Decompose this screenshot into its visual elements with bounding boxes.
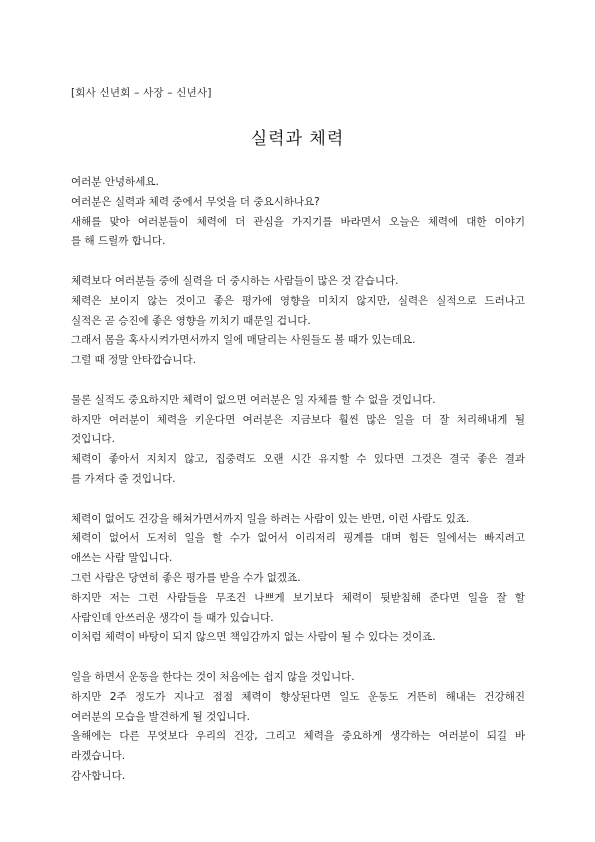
text-line: 여러분의 모습을 발견하게 될 것입니다. xyxy=(71,710,250,723)
header-tag: [회사 신년회 – 사장 – 신년사] xyxy=(71,87,212,99)
text-line: 체력이 없어서 도저히 일을 할 수가 없어서 이리저리 핑계를 대며 힘든 일에서는 빠지려고 xyxy=(71,532,525,545)
document-title: 실력과 체력 xyxy=(250,129,345,149)
text-line: 체력이 좋아서 지치지 않고, 집중력도 오랜 시간 유지할 수 있다면 그것은 결국 좋은 결과 xyxy=(71,453,525,466)
text-line: 하지만 2주 정도가 지나고 점점 체력이 향상된다면 일도 운동도 거뜬히 해내는 건강해진 xyxy=(71,690,525,703)
text-line: 새해를 맞아 여러분들이 체력에 더 관심을 가지기를 바라면서 오늘은 체력에 대한 이야기 xyxy=(71,215,525,228)
paragraph xyxy=(71,272,525,371)
text-line: 를 가져다 줄 것입니다. xyxy=(71,472,176,485)
text-line: 그럴 때 정말 안타깝습니다. xyxy=(71,354,196,367)
text-line: 하지만 여러분이 체력을 키운다면 여러분은 지금보다 훨씬 많은 일을 더 잘 처리해내게 될 xyxy=(71,413,525,426)
text-line: 여러분 안녕하세요. xyxy=(71,176,159,188)
text-line: 감사합니다. xyxy=(71,769,126,782)
text-line: 이처럼 체력이 바탕이 되지 않으면 책임감까지 없는 사람이 될 수 있다는 것이죠. xyxy=(71,631,436,644)
paragraph-gap xyxy=(71,648,525,668)
paragraph-gap xyxy=(71,371,525,391)
paragraph xyxy=(71,173,525,252)
text-line: 체력보다 여러분들 중에 실력을 더 중시하는 사람들이 많은 것 같습니다. xyxy=(71,274,399,287)
text-line: 애쓰는 사람 말입니다. xyxy=(71,552,173,565)
paragraph xyxy=(71,668,525,787)
paragraph-gap xyxy=(71,490,525,510)
paragraph-gap xyxy=(71,252,525,272)
text-line: 그런 사람은 당연히 좋은 평가를 받을 수가 없겠죠. xyxy=(71,571,301,584)
text-line: 라겠습니다. xyxy=(71,750,126,763)
text-line: 올해에는 다른 무엇보다 우리의 건강, 그리고 체력을 중요하게 생각하는 여러분이 되길 바 xyxy=(71,730,525,743)
paragraph xyxy=(71,510,525,649)
text-line: 것입니다. xyxy=(71,433,115,446)
text-line: 여러분은 실력과 체력 중에서 무엇을 더 중요시하나요? xyxy=(71,195,320,208)
text-line: 물론 실적도 중요하지만 체력이 없으면 여러분은 일 자체를 할 수 없을 것입니다. xyxy=(71,393,436,406)
text-line: 체력이 없어도 건강을 해쳐가면서까지 일을 하려는 사람이 있는 반면, 이런 사람도 있죠. xyxy=(71,512,470,525)
text-line: 실적은 곧 승진에 좋은 영향을 끼치기 때문일 겁니다. xyxy=(71,314,311,327)
text-line: 체력은 보이지 않는 것이고 좋은 평가에 영향을 미치지 않지만, 실력은 실적으로 드러나고 xyxy=(71,294,525,307)
paragraph xyxy=(71,391,525,490)
text-line: 하지만 저는 그런 사람들을 무조건 나쁘게 보기보다 체력이 뒷받침해 준다면 일을 잘 할 xyxy=(71,591,525,604)
text-line: 사람인데 안쓰러운 생각이 들 때가 있습니다. xyxy=(71,611,274,624)
text-line: 일을 하면서 운동을 한다는 것이 처음에는 쉽지 않을 것입니다. xyxy=(71,670,355,683)
text-line: 그래서 몸을 혹사시켜가면서까지 일에 매달리는 사원들도 볼 때가 있는데요. xyxy=(71,334,416,347)
document-body xyxy=(71,173,525,787)
text-line: 를 해 드릴까 합니다. xyxy=(71,235,166,248)
